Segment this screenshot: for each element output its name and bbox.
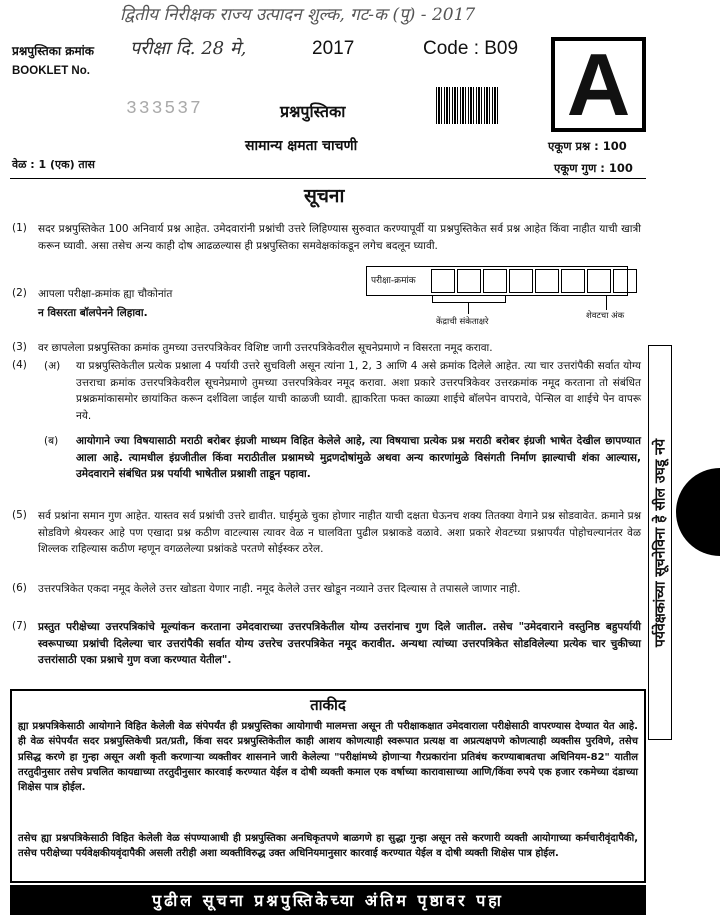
center-code-label: केंद्राची संकेताक्षरे <box>436 317 489 327</box>
header-divider <box>10 178 646 179</box>
exam-year: 2017 <box>312 38 355 59</box>
exam-date-handwritten: परीक्षा दि. 28 मे, <box>130 38 247 59</box>
item-4a-sub: (अ) <box>44 360 61 372</box>
barcode <box>436 87 499 124</box>
last-digit-label: शेवटचा अंक <box>586 311 625 321</box>
item-3-text: वर छापलेला प्रश्नपुस्तिका क्रमांक तुमच्या उत्तरपत्रिकेवर विशिष्ट जागी उत्तरपत्रिकेवरील सूचनेप्रमाणे न विसरता नमूद करावा. <box>38 342 493 354</box>
item-5-text: सर्व प्रश्नांना समान गुण आहेत. यास्तव सर्व प्रश्नांची उत्तरे द्यावीत. घाईमुळे चुका होणार नाहीत याची दक्षता घेऊनच शक्य तितक्या वेगाने प्रश्न सोडवावेत. क्रमाने प्रश्न सोडविणे श्रेयस्कर आहे पण एखादा प्रश्न कठीण वाटल्यास त्यावर वेळ न घालविता पुढील प्रश्नाकडे वळावे. अशा प्रकारे शेवटच्या प्रश्नापर्यंत पोहोचल्यानंतर वेळ शिल्लक राहिल्यास कठीण म्हणून वगळलेल्या प्रश्नांकडे परतणे सोईस्कर ठरेल. <box>38 510 641 555</box>
booklet-code: Code : B09 <box>423 38 519 59</box>
item-6-text: उत्तरपत्रिकेत एकदा नमूद केलेले उत्तर खोडता येणार नाही. नमूद केलेले उत्तर खोडून नव्याने उत्तर दिल्यास ते तपासले जाणार नाही. <box>38 583 521 595</box>
item-6-number: (6) <box>12 582 27 594</box>
item-1-text: सदर प्रश्नपुस्तिकेत 100 अनिवार्य प्रश्न आहेत. उमेदवारांनी प्रश्नांची उत्तरे लिहिण्यास सुरुवात करण्यापूर्वी या प्रश्नपुस्तिकेत सर्व प्रश्न आहेत किंवा नाहीत याची खात्री करून घ्यावी. असा तसेच अन्य काही दोष आढळल्यास ही प्रश्नपुस्तिका समवेक्षकांकडून लगेच बदलून घ्यावी. <box>38 223 641 252</box>
serial-number: 333537 <box>126 99 203 119</box>
item-1-number: (1) <box>12 222 27 234</box>
exam-number-cells <box>431 269 637 293</box>
booklet-label-en: BOOKLET No. <box>12 65 90 77</box>
item-7-number: (7) <box>12 620 27 632</box>
warning-box <box>10 689 646 883</box>
side-seal-text: पर्यवेक्षकांच्या सूचनेविना हे सील उघडू नये <box>652 438 669 647</box>
handwritten-exam-title: द्वितीय निरीक्षक राज्य उत्पादन शुल्क, गट-क (पु) - 2017 <box>120 5 476 25</box>
booklet-title: प्रश्नपुस्तिका <box>280 102 346 121</box>
version-box <box>551 34 646 134</box>
instructions-title: सूचना <box>304 185 345 207</box>
paper-subtitle: सामान्य क्षमता चाचणी <box>245 138 358 154</box>
item-4b-sub: (ब) <box>44 435 59 447</box>
binding-hole-mark <box>676 468 720 556</box>
center-code-bracket <box>432 296 506 303</box>
item-5-number: (5) <box>12 509 27 521</box>
warning-title: ताकीद <box>310 696 346 714</box>
total-marks: एकूण गुण : 100 <box>554 161 633 175</box>
warning-paragraph-1: ह्या प्रश्नपत्रिकेसाठी आयोगाने विहित केलेली वेळ संपेपर्यंत ही प्रश्नपुस्तिका आयोगाची मालमत्ता असून ती परीक्षाकक्षात उमेदवाराला परीक्षेसाठी वापरण्यास देण्यात येत आहे. ही वेळ संपेपर्यंत सदर प्रश्नपुस्तिकेची प्रत/प्रती, किंवा सदर प्रश्नपुस्तिकेतील काही आशय कोणत्याही स्वरूपात प्रत्यक्ष वा अप्रत्यक्षपणे कोणत्याही व्यक्तीस पुरविणे, तसेच प्रसिद्ध करणे हा गुन्हा असून अशी कृती करणाऱ्या व्यक्तीवर शासनाने जारी केलेल्या "परीक्षांमध्ये होणाऱ्या गैरप्रकारांना प्रतिबंध करण्याबाबतचा अधिनियम-82" यातील तरतुदीनुसार तसेच प्रचलित कायद्याच्या तरतुदीनुसार कारवाई करण्यात येईल व दोषी व्यक्ती कमाल एक वर्षाच्या कारावासाच्या आणि/किंवा रुपये एक हजार रकमेच्या दंडाच्या शिक्षेस पात्र होईल. <box>18 721 638 794</box>
item-2-number: (2) <box>12 287 27 299</box>
exam-number-label: परीक्षा-क्रमांक <box>371 276 416 286</box>
booklet-label-mr: प्रश्नपुस्तिका क्रमांक <box>12 44 94 58</box>
footer-banner <box>10 885 646 915</box>
item-3-number: (3) <box>12 341 27 353</box>
total-questions: एकूण प्रश्न : 100 <box>548 139 627 153</box>
warning-paragraph-2: तसेच ह्या प्रश्नपत्रिकेसाठी विहित केलेली वेळ संपण्याआधी ही प्रश्नपुस्तिका अनधिकृतपणे बाळगणे हा सुद्धा गुन्हा असून तसे करणारी व्यक्ती आयोगाच्या कर्मचारीवृंदापैकी, तसेच परीक्षेच्या पर्यवेक्षकीयवृंदापैकी असली तरीही अशा व्यक्तीविरुद्ध उक्त अधिनियमानुसार कारवाई करण्यात येईल व दोषी व्यक्ती शिक्षेस पात्र होईल. <box>18 833 638 860</box>
version-letter: A <box>566 34 631 134</box>
item-7-text: प्रस्तुत परीक्षेच्या उत्तरपत्रिकांचे मूल्यांकन करताना उमेदवाराच्या उत्तरपत्रिकेतील योग्य उत्तरांनाच गुण दिले जातील. तसेच "उमेदवाराने वस्तुनिष्ठ बहुपर्यायी स्वरूपाच्या प्रश्नांची दिलेल्या चार उत्तरांपैकी सर्वात योग्य उत्तरेच उत्तरपत्रिकेत नमूद करावीत. अन्यथा त्यांच्या उत्तरपत्रिकेत सोडविलेल्या प्रत्येक चार चुकीच्या उत्तरांसाठी एका प्रश्नाचे गुण वजा करण्यात येतील". <box>38 621 641 666</box>
item-2-text: आपला परीक्षा-क्रमांक ह्या चौकोनांत <box>38 288 173 300</box>
footer-banner-text: पुढील सूचना प्रश्नपुस्तिकेच्या अंतिम पृष्ठावर पहा <box>152 891 504 910</box>
item-2-text-continued: न विसरता बॉलपेनने लिहावा. <box>38 307 148 319</box>
center-code-arrow <box>468 302 469 314</box>
last-digit-arrow <box>606 296 607 310</box>
exam-number-box <box>366 266 628 296</box>
item-4b-text: आयोगाने ज्या विषयासाठी मराठी बरोबर इंग्रजी माध्यम विहित केलेले आहे, त्या विषयाचा प्रत्येक प्रश्न मराठी बरोबर इंग्रजी भाषेत देखील छापण्यात आला आहे. त्यामधील इंग्रजीतील किंवा मराठीतील प्रश्नामध्ये मुद्रणदोषांमुळे अथवा अन्य कारणांमुळे विसंगती निर्माण झाल्याची शंका आल्यास, उमेदवाराने संबंधित प्रश्न पर्यायी भाषेतील प्रश्नाशी ताडून पहावा. <box>76 435 641 480</box>
exam-time: वेळ : 1 (एक) तास <box>12 158 95 171</box>
item-4-number: (4) <box>12 359 27 371</box>
item-4a-text: या प्रश्नपुस्तिकेतील प्रत्येक प्रश्नाला 4 पर्यायी उत्तरे सुचविली असून त्यांना 1, 2, 3 आणि 4 असे क्रमांक दिलेले आहेत. त्या चार उत्तरांपैकी सर्वात योग्य उत्तराचा क्रमांक उत्तरपत्रिकेवरील सूचनेप्रमाणे तुमच्या उत्तरपत्रिकेवर नमूद करावा. अशा प्रकारे उत्तरपत्रिकेवर उत्तरक्रमांक नमूद करताना तो संबंधित प्रश्नक्रमांकासमोर छायांकित करून दर्शविला जाईल याची काळजी घ्यावी. ह्याकरिता फक्त काळ्या शाईचे बॉलपेन वापरावे, पेन्सिल वा शाईचे पेन वापरू नये. <box>76 360 641 422</box>
side-seal-banner <box>648 345 672 740</box>
